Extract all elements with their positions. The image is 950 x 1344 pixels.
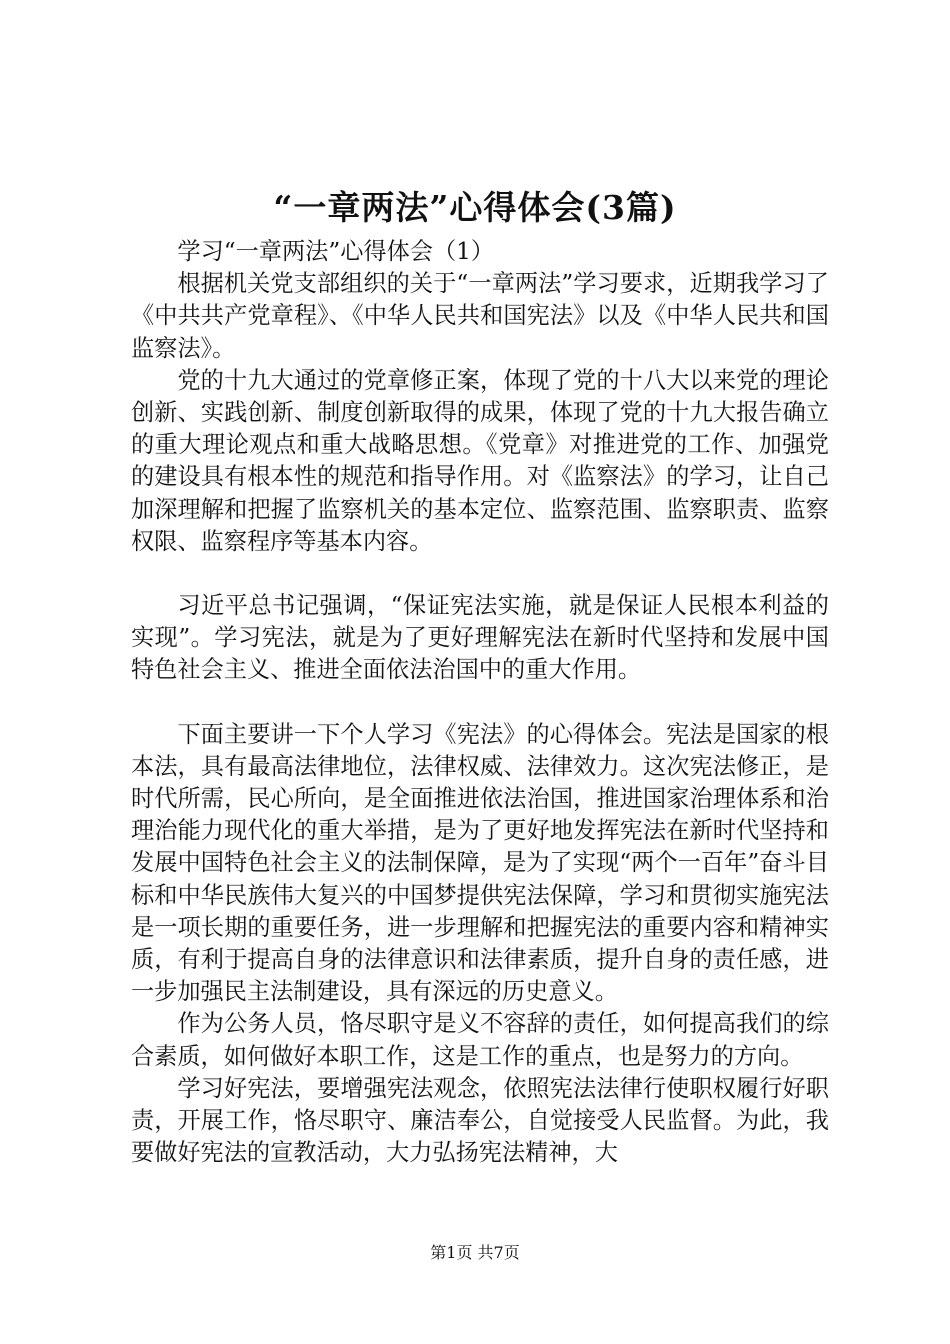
section-heading: 学习“一章两法”心得体会（1） (177, 238, 495, 265)
paragraph: 党的十九大通过的党章修正案，体现了党的十八大以来党的理论创新、实践创新、制度创新取得的成果，体现了党的十九大报告确立的重大理论观点和重大战略思想。《党章》对推进党的工作、加强党的建设具有根本性的规范和指导作用。对《监察法》的学习，让自己加深理解和把握了监察机关的基本定位、监察范围、监察职责、监察权限、监察程序等基本内容。 (131, 366, 829, 555)
paragraph: 学习好宪法，要增强宪法观念，依照宪法法律行使职权履行好职责，开展工作，恪尽职守、廉洁奉公，自觉接受人民监督。为此，我要做好宪法的宣教活动，大力弘扬宪法精神，大 (131, 1074, 829, 1167)
document-body (131, 236, 829, 1169)
paragraph: 作为公务人员，恪尽职守是义不容辞的责任，如何提高我们的综合素质，如何做好本职工作，这是工作的重点，也是努力的方向。 (131, 1010, 829, 1070)
page-number-footer: 第1页 共7页 (430, 1243, 520, 1262)
document-title: “一章两法”心得体会(3篇) (273, 188, 677, 227)
paragraph: 根据机关党支部组织的关于“一章两法”学习要求，近期我学习了《中共共产党章程》、《中华人民共和国宪法》以及《中华人民共和国监察法》。 (131, 270, 829, 362)
paragraph: 习近平总书记强调，“保证宪法实施，就是保证人民根本利益的实现”。学习宪法，就是为了更好理解宪法在新时代坚持和发展中国特色社会主义、推进全面依法治国中的重大作用。 (131, 592, 829, 684)
paragraph: 下面主要讲一下个人学习《宪法》的心得体会。宪法是国家的根本法，具有最高法律地位，法律权威、法律效力。这次宪法修正，是时代所需，民心所向，是全面推进依法治国，推进国家治理体系和治理治能力现代化的重大举措，是为了更好地发挥宪法在新时代坚持和发展中国特色社会主义的法制保障，是为了实现“两个一百年”奋斗目标和中华民族伟大复兴的中国梦提供宪法保障，学习和贯彻实施宪法是一项长期的重要任务，进一步理解和把握宪法的重要内容和精神实质，有利于提高自身的法律意识和法律素质，提升自身的责任感，进一步加强民主法制建设，具有深远的历史意义。 (131, 720, 829, 1006)
